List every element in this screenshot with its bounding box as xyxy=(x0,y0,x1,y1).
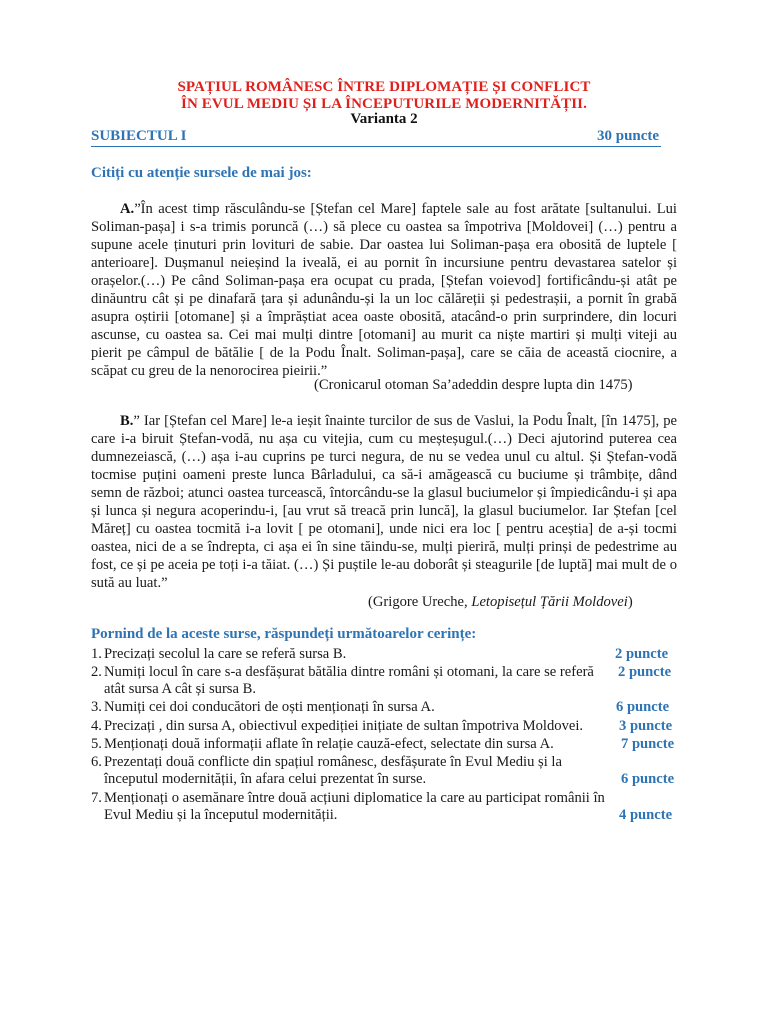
question-number: 6. xyxy=(91,754,102,770)
subject-label: SUBIECTUL I xyxy=(91,128,187,144)
question-text: Precizați , din sursa A, obiectivul expediției inițiate de sultan împotriva Moldovei. xyxy=(104,718,584,734)
source-a-text: ”În acest timp răsculându-se [Ștefan cel Mare] faptele sale au fost arătate [sultanului. Lui Soliman-pașa] i s-a trimis poruncă (…) să plece cu oastea sa împotriva [Moldovei] (…) pentru a supune acele ținuturi prin lovituri de sabie. Dar oastea lui Soliman-pașa era obosită de luptele [ anterioare]. Dușmanul neieșind la iveală, ei au pornit în incursiune pentru devastarea satelor și orașelor.(…) Pe când Soliman-pașa era ocupat cu prada, [Ștefan voievod] fortificându-și atât pe dinăuntru cât și pe dinafară țara și adunându-și la un loc călăreții și pedestrașii, a pornit în grabă asupra oștirii [otomane] și a împrăștiat acea oaste obosită, atacând-o prin surprindere, din locuri ascunse, cu oastea sa. Cei mai mulți dintre [otomani] au murit ca niște martiri și mulți viteji au pierit pe câmpul de bătălie [ de la Podu Înalt. Soliman-pașa], care se căia de această ciocnire, a scăpat cu greu de la nenorocirea pieirii.” xyxy=(91,201,677,379)
source-b-citation xyxy=(368,593,633,611)
question-1 xyxy=(91,646,611,663)
question-2 xyxy=(91,664,611,698)
question-number: 1. xyxy=(91,646,102,662)
question-number: 3. xyxy=(91,699,102,715)
subject-underline xyxy=(91,146,661,147)
variant-label: Varianta 2 xyxy=(350,111,418,127)
source-b-citation-work: Letopisețul Țării Moldovei xyxy=(471,594,628,610)
question-number: 5. xyxy=(91,736,102,752)
questions-heading: Pornind de la aceste surse, răspundeți următoarelor cerințe: xyxy=(91,626,477,642)
question-text: Numiți cei doi conducători de oști menționați în sursa A. xyxy=(104,699,435,715)
source-b-citation-end: ) xyxy=(627,594,633,610)
source-b-letter: B. xyxy=(120,413,134,429)
question-text: Menționați două informații aflate în relație cauză-efect, selectate din sursa A. xyxy=(104,736,554,752)
source-b-citation-author: (Grigore Ureche, xyxy=(368,594,472,610)
source-a xyxy=(91,200,677,380)
source-b-text: ” Iar [Ștefan cel Mare] le-a ieșit înainte turcilor de sus de Vaslui, la Podu Înalt, [în 1475], pe care i-a biruit Ștefan-vodă, nu așa cu vitejia, cum cu meșteșugul.(…) Deci ajutorind puterea cea dumnezeiască, (…) așa i-au cuprins pe turci negura, de nu se vedea unul cu altul. Și Ștefan-vodă tocmise puțini oameni preste lunca Bârladului, ca să-i amăgească cu buciume și trâmbițe, dând semn de război; atunci oastea turcească, întorcându-se la glasul buciumelor și împiedicându-i și apa și lunca și negura acoperindu-i, [au vrut să treacă prin luncă], la glasul buciumelor. Iar Ștefan [cel Măreț] cu oastea tocmită i-a lovit [ pe otomani], unde nici era loc [ pentru aceștia] de a-și tocmi oastea, nici de a se îndrepta, ci așa ei în sine tăindu-se, mulți pieriră, mulți prinși de pedestrime au fost, ce și pe aceia pe toți i-a tăiat. (…) Și puștile le-au doborât și steagurile [de luptă] mai mult de o sută au luat.” xyxy=(91,413,677,591)
question-7 xyxy=(91,790,611,824)
question-text: Prezentați două conflicte din spațiul românesc, desfășurate în Evul Mediu și la începutul modernității, în afara celui prezentat în surse. xyxy=(104,754,562,787)
question-number: 4. xyxy=(91,718,102,734)
question-text: Menționați o asemănare între două acțiuni diplomatice la care au participat românii în Evul Mediu și la începutul modernității. xyxy=(104,790,605,823)
subject-points: 30 puncte xyxy=(597,128,660,144)
question-points: 2 puncte xyxy=(618,664,672,680)
question-points: 2 puncte xyxy=(615,646,669,662)
question-4 xyxy=(91,718,611,735)
question-points: 4 puncte xyxy=(619,807,673,823)
source-b xyxy=(91,412,677,592)
question-points: 3 puncte xyxy=(619,718,673,734)
question-3 xyxy=(91,699,611,716)
title-line-2: ÎN EVUL MEDIU ȘI LA ÎNCEPUTURILE MODERNITĂȚII. xyxy=(181,96,587,112)
question-number: 7. xyxy=(91,790,102,806)
source-a-letter: A. xyxy=(120,201,135,217)
question-5 xyxy=(91,736,611,753)
question-6 xyxy=(91,754,611,788)
question-text: Numiți locul în care s-a desfășurat bătălia dintre români și otomani, la care se referă atât sursa A cât și sursa B. xyxy=(104,664,594,697)
question-points: 6 puncte xyxy=(621,771,675,787)
source-a-citation: (Cronicarul otoman Sa’adeddin despre lupta din 1475) xyxy=(314,377,633,393)
instruction: Citiți cu atenție sursele de mai jos: xyxy=(91,165,312,181)
question-points: 7 puncte xyxy=(621,736,675,752)
question-points: 6 puncte xyxy=(616,699,670,715)
question-number: 2. xyxy=(91,664,102,680)
question-text: Precizați secolul la care se referă sursa B. xyxy=(104,646,347,662)
title-line-1: SPAȚIUL ROMÂNESC ÎNTRE DIPLOMAȚIE ȘI CONFLICT xyxy=(177,79,591,95)
